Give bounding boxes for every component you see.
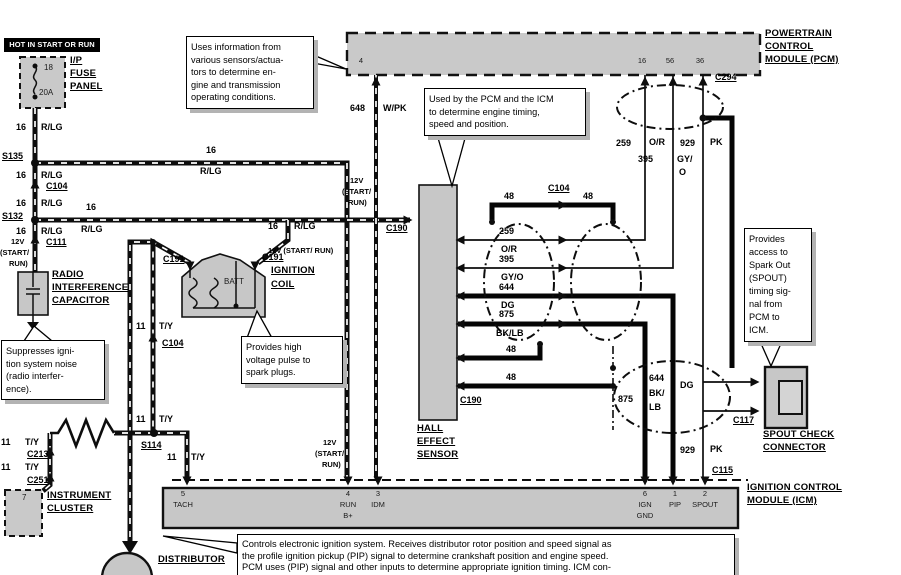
diagram-label: 16: [268, 221, 279, 231]
diagram-label: T/Y: [25, 462, 40, 472]
diagram-label: C117: [733, 415, 755, 425]
wire-solid-group: [458, 118, 732, 477]
diagram-label: 48: [583, 191, 594, 201]
diagram-label: 11: [1, 437, 11, 447]
diagram-label: C104: [46, 181, 68, 191]
note-line: operating conditions.: [191, 92, 276, 103]
note-icm-function: [237, 534, 735, 575]
diagram-label: 929: [680, 138, 696, 148]
diagram-label: R/LG: [41, 198, 63, 208]
diagram-label: 48: [506, 372, 517, 382]
note-line: (radio interfer-: [6, 371, 64, 382]
pcm-pin-16: 16: [637, 56, 647, 65]
diagram-label: C104: [548, 183, 570, 193]
diagram-label: C104: [162, 338, 184, 348]
diagram-label: 644: [649, 373, 665, 383]
diagram-label: T/Y: [25, 437, 40, 447]
note-used-by-pcm-icm: [424, 88, 586, 136]
diagram-label: BK/: [649, 388, 665, 398]
diagram-label: 20A: [39, 88, 54, 97]
diagram-label: R/LG: [41, 226, 63, 236]
diagram-label: RADIO: [52, 269, 84, 280]
diagram-label: RUN): [348, 198, 367, 207]
diagram-label: 259: [499, 226, 515, 236]
note-line: Used by the PCM and the ICM: [429, 94, 554, 104]
diagram-label: INTERFERENCE: [52, 282, 129, 293]
diagram-label: O/R: [649, 137, 666, 147]
diagram-label: PK: [710, 444, 723, 454]
diagram-label: 7: [22, 493, 27, 502]
diagram-label: 16: [16, 198, 27, 208]
diagram-label: SPOUT CHECK: [763, 429, 835, 440]
diagram-label: T/Y: [159, 414, 174, 424]
diagram-label: C294: [715, 72, 737, 82]
pcm-pin-36: 36: [695, 56, 705, 65]
icm-pin-4: 4: [345, 489, 351, 498]
spout-jumper: [779, 381, 802, 414]
diagram-label: 16: [206, 145, 217, 155]
note-line: timing sig-: [749, 286, 791, 296]
pcm-pin-4: 4: [358, 56, 364, 65]
note-line: spark plugs.: [246, 367, 296, 378]
diagram-label: T/Y: [159, 321, 174, 331]
icm-pin-label: SPOUT: [692, 500, 718, 509]
note-line: voltage pulse to: [246, 354, 311, 365]
diagram-label: 929: [680, 445, 696, 455]
diagram-label: GY/O: [501, 272, 524, 282]
diagram-label: MODULE (ICM): [747, 495, 817, 506]
note-line: (SPOUT): [749, 273, 787, 283]
icm-pin-2: 2: [702, 489, 708, 498]
diagram-label: C115: [712, 465, 734, 475]
icm-pin-label: IDM: [371, 500, 385, 509]
diagram-label: 395: [499, 254, 515, 264]
diagram-label: 644: [499, 282, 515, 292]
diagram-label: (START/: [315, 449, 345, 458]
diagram-label: FUSE: [70, 68, 97, 79]
note-line: the profile ignition pickup (PIP) signal to determine crankshaft position and engine speed.: [242, 550, 609, 561]
note-line: Suppresses igni-: [6, 346, 75, 356]
diagram-label: BK/LB: [496, 328, 524, 338]
note-line: Spark Out: [749, 260, 791, 270]
diagram-label: R/LG: [41, 122, 63, 132]
note-line: speed and position.: [429, 119, 509, 130]
diagram-label: 16: [16, 122, 27, 132]
icm-pin-label: IGN: [638, 500, 652, 509]
diagram-label: (START/: [342, 187, 372, 196]
distributor-circle: [102, 553, 152, 575]
note-line: Provides high: [246, 342, 302, 352]
icm-pin-label: PIP: [668, 500, 682, 509]
note-line: to determine engine timing,: [429, 106, 540, 117]
diagram-label: 11: [136, 321, 146, 331]
diagram-label: CLUSTER: [47, 503, 94, 514]
diagram-label: 11: [1, 462, 11, 472]
diagram-label: CAPACITOR: [52, 295, 110, 306]
note-line: Controls electronic ignition system. Receives distributor rotor position and speed signal as: [242, 539, 612, 549]
diagram-label: (START/: [0, 248, 30, 257]
note-line: gine and transmission: [191, 79, 281, 90]
diagram-label: EFFECT: [417, 436, 456, 447]
diagram-label: 18: [44, 63, 53, 72]
icm-pin-label: B+: [343, 511, 353, 520]
diagram-label: 48: [506, 344, 517, 354]
diagram-label: R/LG: [41, 170, 63, 180]
diagram-label: R/LG: [294, 221, 316, 231]
diagram-label: POWERTRAIN: [765, 28, 832, 39]
diagram-label: 875: [618, 394, 634, 404]
diagram-label: R/LG: [81, 224, 103, 234]
diagram-label: PANEL: [70, 81, 103, 92]
diagram-label: 11: [136, 414, 146, 424]
icm-pin-1: 1: [672, 489, 678, 498]
diagram-label: BATT: [224, 277, 244, 286]
diagram-label: CONNECTOR: [763, 442, 826, 453]
note-high-voltage: [241, 336, 343, 384]
diagram-label: 12V: [323, 438, 337, 447]
hall-effect-sensor-box: [419, 185, 457, 420]
diagram-label: C191: [262, 252, 284, 262]
note-line: PCM to: [749, 312, 780, 322]
diagram-label: O/R: [501, 244, 518, 254]
note-line: tors to determine en-: [191, 67, 276, 78]
diagram-label: 16: [16, 170, 27, 180]
icm-pin-label: RUN: [339, 500, 357, 509]
icm-pin-label: GND: [636, 511, 654, 520]
diagram-label: IGNITION: [271, 265, 315, 276]
diagram-label: W/PK: [383, 103, 407, 113]
diagram-label: GY/: [677, 154, 693, 164]
note-suppresses-noise: [1, 340, 105, 400]
diagram-label: 12V: [350, 176, 364, 185]
note-line: Provides: [749, 234, 785, 244]
icm-pin-3: 3: [375, 489, 381, 498]
diagram-label: 16: [16, 226, 27, 236]
diagram-label: I/P: [70, 55, 83, 66]
pcm-pin-56: 56: [665, 56, 675, 65]
diagram-label: 48: [504, 191, 515, 201]
resistor-symbol: [50, 420, 114, 446]
diagram-label: S132: [2, 211, 24, 221]
fuse-panel-box: [20, 57, 65, 108]
note-line: nal from: [749, 299, 783, 309]
icm-pin-label: TACH: [173, 500, 193, 509]
diagram-label: T/Y: [191, 452, 206, 462]
diagram-label: S114: [141, 440, 162, 450]
note-line: Uses information from: [191, 42, 281, 52]
diagram-label: PK: [710, 137, 723, 147]
pcm-box: [347, 33, 760, 75]
note-line: access to: [749, 247, 788, 257]
note-line: ICM.: [749, 325, 769, 335]
diagram-label: MODULE (PCM): [765, 54, 839, 65]
note-line: various sensors/actua-: [191, 54, 284, 65]
note-uses-information: [186, 36, 314, 109]
diagram-label: RUN): [322, 460, 341, 469]
diagram-label: 12V (START/ RUN): [268, 246, 334, 255]
diagram-label: LB: [649, 402, 661, 412]
diagram-label: SENSOR: [417, 449, 459, 460]
icm-pin-5: 5: [180, 489, 186, 498]
diagram-label: C213: [27, 449, 49, 459]
diagram-label: RUN): [9, 259, 28, 268]
diagram-label: O: [679, 167, 687, 177]
diagram-label: IGNITION CONTROL: [747, 482, 843, 493]
diagram-label: C251: [27, 475, 49, 485]
diagram-label: C191: [163, 254, 185, 264]
icm-pin-6: 6: [642, 489, 648, 498]
icm-box: [163, 488, 738, 528]
diagram-label: 11: [167, 452, 177, 462]
diagram-label: INSTRUMENT: [47, 490, 112, 501]
diagram-label: DG: [501, 300, 515, 310]
note-spout-access: [744, 228, 812, 342]
diagram-label: 648: [350, 103, 366, 113]
diagram-label: 395: [638, 154, 654, 164]
diagram-label: 12V: [11, 237, 25, 246]
note-line: PCM uses (PIP) signal and other inputs to determine appropriate ignition timing. ICM con-: [242, 562, 611, 573]
diagram-label: C190: [386, 223, 408, 233]
diagram-label: C111: [46, 237, 67, 247]
diagram-label: CONTROL: [765, 41, 814, 52]
diagram-label: C190: [460, 395, 482, 405]
diagram-label: 875: [499, 309, 515, 319]
diagram-label: R/LG: [200, 166, 222, 176]
diagram-label: S135: [2, 151, 24, 161]
hot-in-start-or-run-badge: HOT IN START OR RUN: [4, 38, 100, 52]
diagram-label: 259: [616, 138, 632, 148]
diagram-label: DISTRIBUTOR: [158, 554, 225, 565]
note-line: tion system noise: [6, 358, 77, 369]
diagram-label: 16: [86, 202, 97, 212]
diagram-label: DG: [680, 380, 694, 390]
diagram-label: HALL: [417, 423, 444, 434]
diagram-label: COIL: [271, 279, 295, 290]
note-line: ence).: [6, 383, 32, 394]
